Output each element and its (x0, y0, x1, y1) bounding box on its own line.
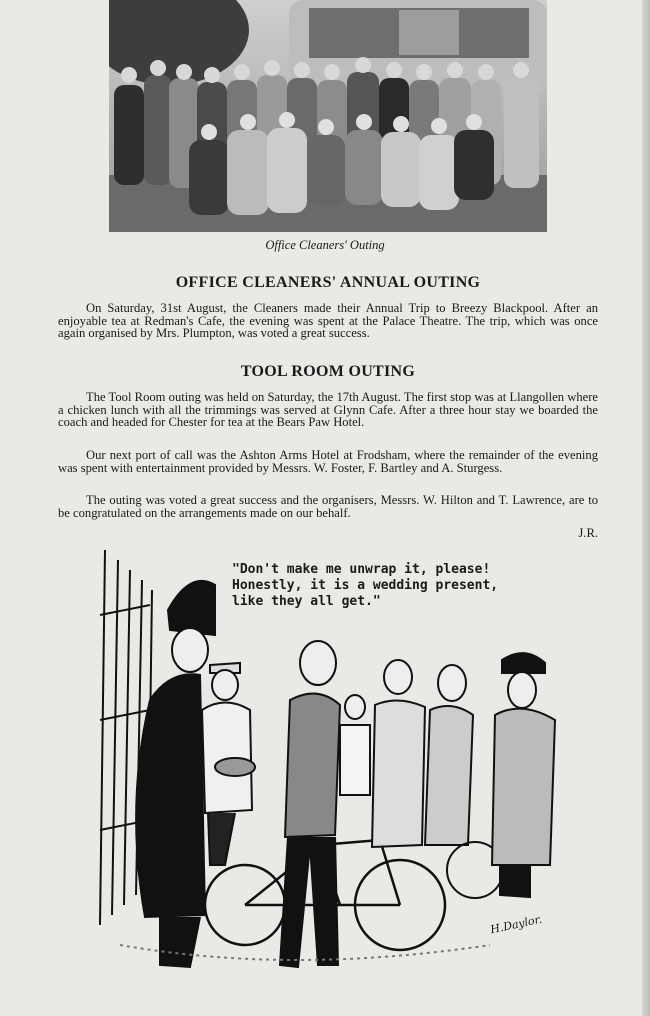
bystanders-icon (340, 653, 555, 898)
article2-paragraph-3: The outing was voted a great success and the organisers, Messrs. W. Hilton and T. Lawrence, are to be congratulated on the arrangements made on our behalf. (58, 493, 598, 520)
heading-office-cleaners: OFFICE CLEANERS' ANNUAL OUTING (175, 274, 481, 291)
heading-tool-room: TOOL ROOM OUTING (240, 363, 416, 380)
article2-paragraph-2: Our next port of call was the Ashton Arms Hotel at Frodsham, where the remainder of the evening was spent with entertainment provided by Messrs. W. Foster, F. Bartley and A. Sturgess. (58, 448, 598, 475)
article2-paragraph-1: The Tool Room outing was held on Saturday, the 17th August. The first stop was at Llangollen where a chicken lunch with all the trimmings was served at Glynn Cafe. After a three hour stay we boarded the coach and headed for Chester for tea at the Bears Paw Hotel. (58, 390, 598, 430)
photo-caption: Office Cleaners' Outing (265, 238, 385, 252)
group-photo-icon (109, 0, 547, 232)
man-in-cap-icon (202, 663, 255, 865)
group-photo (109, 0, 547, 232)
cartoon-illustration (90, 545, 570, 985)
author-initials: J.R. (578, 526, 598, 540)
cartoon-quote: "Don't make me unwrap it, please! Honestly, it is a wedding present, like they all get." (232, 562, 499, 609)
article1-paragraph: On Saturday, 31st August, the Cleaners made their Annual Trip to Breezy Blackpool. After an enjoyable tea at Redman's Cafe, the evening was spent at the Palace Theatre. The trip, which was once again organised by Mrs. Plumpton, was voted a great success. (58, 301, 598, 341)
page-edge (642, 0, 650, 1016)
man-in-jacket-icon (280, 641, 340, 967)
artist-signature: H.Daylor. (489, 912, 544, 937)
